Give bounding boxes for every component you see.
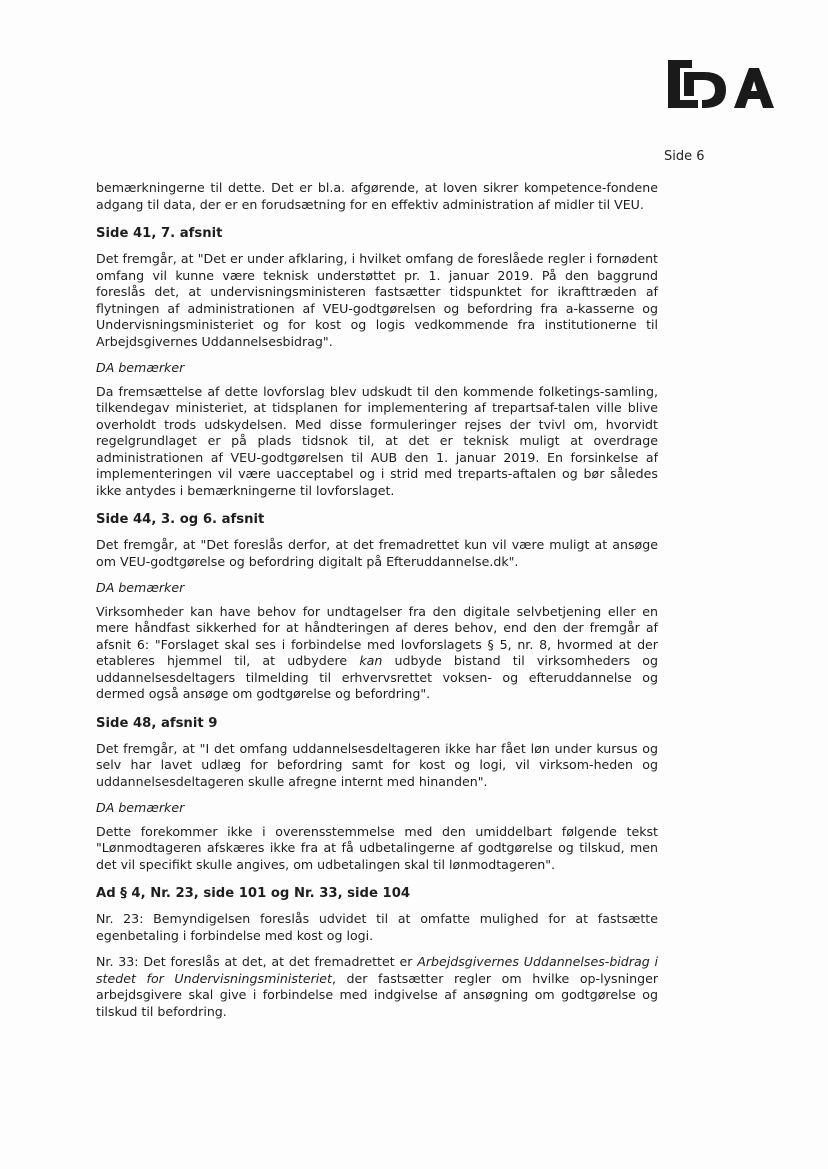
body-emphasis: Arbejdsgivernes Uddannelses-bidrag i stedet for Undervisningsministeriet (96, 954, 658, 986)
remark-text: udbyde bistand til virksomheders og uddannelsesdeltagers tilmelding til erhvervsrettet voksen- og efteruddannelse og dermed også ansøge om godtgørelse og befordring". (96, 653, 658, 701)
quote-paragraph: Det fremgår, at "Det foreslås derfor, at det fremadrettet kun vil være muligt at ansøge om VEU-godtgørelse og befordring digitalt på Efteruddannelse.dk". (96, 537, 658, 569)
page-number: Side 6 (664, 149, 705, 164)
remark-text: Virksomheder kan have behov for undtagelser fra den digitale selvbetjening eller en mere håndfast sikkerhed for at håndteringen af deres behov, end den der fremgår af afsnit 6: "Forslaget skal ses i forbindelse med lovforslagets § 5, nr. 8, hvormed at der etableres hjemmel til, at udbydere (96, 603, 658, 668)
remark-paragraph (96, 604, 658, 703)
body-paragraph: Nr. 23: Bemyndigelsen foreslås udvidet til at omfatte mulighed for at fastsætte egenbetaling i forbindelse med kost og logi. (96, 911, 658, 943)
section-heading: Side 44, 3. og 6. afsnit (96, 512, 265, 527)
section-heading: Side 41, 7. afsnit (96, 226, 223, 241)
da-logo-icon (668, 54, 778, 114)
quote-paragraph: Det fremgår, at "Det er under afklaring, i hvilket omfang de foreslåede regler i fornødent omfang vil kunne være teknisk understøttet pr. 1. januar 2019. På den baggrund foreslås det, at undervisningsministeren fastsætter tidspunktet for ikrafttræden af flytningen af administrationen af VEU-godtgørelsen og befordring fra a-kasserne og Undervisningsministeriet og for kost og logis vedkommende fra institutionerne til Arbejdsgivernes Uddannelsesbidrag". (96, 251, 658, 349)
body-text: Nr. 33: Det foreslås at det, at det fremadrettet er (96, 954, 413, 969)
remark-label: DA bemærker (96, 800, 185, 815)
remark-label: DA bemærker (96, 580, 185, 595)
remark-paragraph: Da fremsættelse af dette lovforslag blev udskudt til den kommende folketings-samling, tilkendegav ministeriet, at tidsplanen for implementering af trepartsaf-talen ville blive overholdt trods udskydelsen. Med disse formuleringer rejses der tvivl om, hvorvidt regelgrundlaget er på plads tidsnok til, at det er teknisk muligt at overdrage administrationen af VEU-godtgørelsen til AUB den 1. januar 2019. En forsinkelse af implementeringen vil være uacceptabel og i strid med treparts-aftalen og bør således ikke antydes i bemærkningerne til lovforslaget. (96, 383, 658, 498)
remark-emphasis: kan (359, 653, 383, 668)
document-body (96, 180, 658, 1030)
body-paragraph (96, 954, 658, 1020)
remark-label: DA bemærker (96, 360, 185, 375)
quote-paragraph: Det fremgår, at "I det omfang uddannelsesdeltageren ikke har fået løn under kursus og selv har lavet udlæg for befordring samt for kost og logi, vil virksom-heden og uddannelsesdeltageren skulle afregne internt med hinanden". (96, 740, 658, 789)
section-heading: Ad § 4, Nr. 23, side 101 og Nr. 33, side 104 (96, 886, 411, 901)
body-text: , der fastsætter regler om hvilke op-lysninger arbejdsgivere skal give i forbindelse med indgivelse af ansøgning om godtgørelse og tilskud til befordring. (96, 970, 658, 1019)
section-heading: Side 48, afsnit 9 (96, 715, 218, 731)
intro-paragraph: bemærkningerne til dette. Det er bl.a. afgørende, at loven sikrer kompetence-fondene adgang til data, der er en forudsætning for en effektiv administration af midler til VEU. (96, 180, 658, 212)
remark-paragraph: Dette forekommer ikke i overensstemmelse med den umiddelbart følgende tekst "Lønmodtageren afskæres ikke fra at få udbetalingerne af godtgørelse og tilskud, men det vil specifikt skulle angives, om udbetalingen skal til lønmodtageren". (96, 823, 658, 872)
